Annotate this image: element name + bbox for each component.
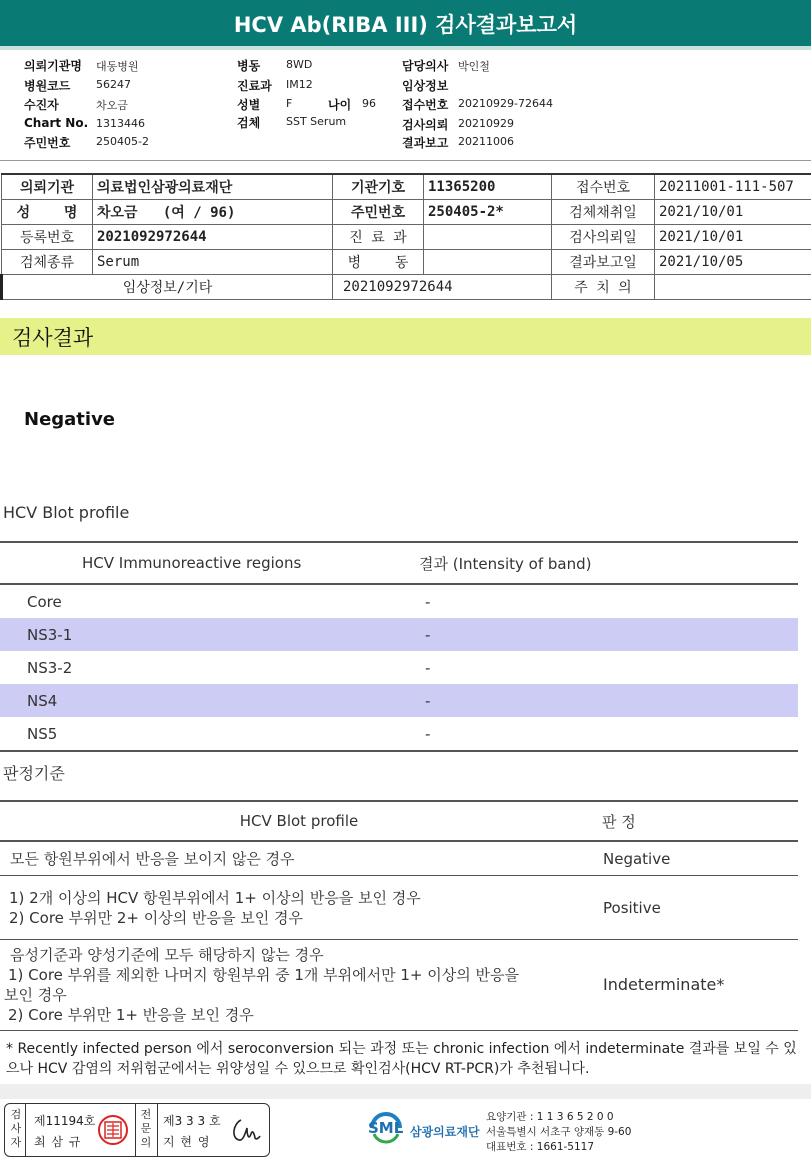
blot-title: HCV Blot profile — [3, 503, 130, 522]
request-date-label: 검사의뢰 — [402, 118, 449, 132]
ssn-label: 주민번호 — [333, 200, 424, 225]
sex-value: F — [286, 97, 293, 110]
region-result: - — [418, 717, 798, 751]
criteria-row — [0, 940, 798, 1031]
institution-address: 서울특별시 서초구 양재동 9-60 — [486, 1126, 632, 1138]
ward-label: 병 동 — [333, 250, 424, 275]
patient-value: 차오금 — [96, 99, 128, 112]
criteria-row — [0, 876, 798, 940]
region-result: - — [425, 592, 431, 611]
table-row — [0, 717, 798, 751]
criteria-text: 2) Core 부위만 1+ 반응을 보인 경우 — [8, 1006, 254, 1024]
region-result: - — [418, 618, 798, 651]
name-label: 성 명 — [2, 200, 93, 225]
sex-label: 성별 — [237, 98, 261, 112]
hospital-name-label: 의뢰기관명 — [24, 59, 82, 73]
logo-text: SML — [368, 1119, 404, 1137]
report-date-label: 결과보고일 — [552, 250, 655, 275]
receipt-no-label: 접수번호 — [402, 98, 449, 112]
criteria-judgement: Indeterminate* — [598, 940, 798, 1031]
criteria-text: 1) Core 부위를 제외한 나머지 항원부위 중 1개 부위에서만 1+ 이상의 반응을 — [8, 966, 519, 984]
region-name: NS5 — [0, 717, 418, 751]
request-date-value: 2021/10/01 — [655, 225, 811, 250]
criteria-col-profile: HCV Blot profile — [0, 801, 598, 841]
table-row — [0, 651, 798, 684]
clinical-info-label: 임상정보/기타 — [2, 275, 333, 300]
specialist-name: 지 현 영 — [163, 1135, 211, 1149]
region-name: NS3-1 — [0, 618, 418, 651]
collection-date-value: 2021/10/01 — [655, 200, 811, 225]
report-date-label: 결과보고 — [402, 136, 449, 150]
criteria-text: 1) 2개 이상의 HCV 항원부위에서 1+ 이상의 반응을 보인 경우 — [9, 888, 421, 907]
ssn-label: 주민번호 — [24, 136, 71, 150]
physician-label: 주 치 의 — [552, 275, 655, 300]
name-value: 차오금 (여 / 96) — [93, 200, 333, 225]
criteria-text: 보인 경우 — [4, 986, 67, 1004]
dept-label: 진료과 — [237, 79, 272, 93]
results-section-title: 검사결과 — [12, 325, 94, 350]
institution-code-value: 11365200 — [424, 174, 552, 200]
region-name: NS3-2 — [27, 658, 73, 677]
age-label: 나이 — [328, 98, 352, 112]
ward-value — [424, 250, 552, 275]
region-result: - — [418, 684, 798, 717]
specialist-label: 전문의 — [140, 1108, 152, 1149]
age-value: 96 — [362, 97, 376, 110]
collection-date-label: 검체채취일 — [552, 200, 655, 225]
blot-table — [0, 541, 798, 752]
header-info — [0, 50, 811, 161]
institution-phone: 대표번호 : 1661-5117 — [486, 1141, 595, 1153]
receipt-label: 접수번호 — [552, 174, 655, 200]
examiner-name: 최 삼 규 — [34, 1135, 82, 1149]
criteria-col-judgement: 판 정 — [598, 801, 798, 841]
institution-value: 의료법인삼광의료재단 — [93, 174, 333, 200]
specialist-id: 제3 3 3 호 — [163, 1114, 221, 1128]
specimen-value: SST Serum — [286, 115, 347, 128]
chart-no-value: 1313446 — [96, 117, 145, 130]
ssn-value: 250405-2* — [424, 200, 552, 225]
criteria-text: 모든 항원부위에서 반응을 보이지 않은 경우 — [0, 841, 598, 876]
divider — [25, 1104, 26, 1156]
table-row — [0, 618, 798, 651]
hospital-code-label: 병원코드 — [24, 79, 71, 93]
patient-table — [0, 173, 811, 300]
physician-value — [655, 275, 811, 300]
examiner-id: 제11194호 — [34, 1114, 96, 1128]
specimen-type-label: 검체종류 — [2, 250, 93, 275]
department-value — [424, 225, 552, 250]
clinical-info-label: 임상정보 — [402, 79, 449, 93]
report-title: HCV Ab(RIBA III) 검사결과보고서 — [0, 0, 811, 48]
patient-label: 수진자 — [24, 98, 59, 112]
institution-label: 의뢰기관 — [2, 174, 93, 200]
region-result: - — [425, 658, 431, 677]
request-date-value: 20210929 — [458, 117, 514, 130]
doctor-label: 담당의사 — [402, 59, 449, 73]
criteria-row — [0, 841, 798, 876]
region-name: Core — [27, 592, 62, 611]
dept-value: IM12 — [286, 78, 313, 91]
institution-info — [486, 1110, 631, 1155]
examiner-label: 검사자 — [10, 1108, 22, 1149]
criteria-title: 판정기준 — [3, 764, 65, 783]
overall-result: Negative — [24, 409, 116, 430]
criteria-judgement: Negative — [598, 841, 798, 876]
blot-col-result: 결과 (Intensity of band) — [418, 542, 798, 584]
hospital-code-value: 56247 — [96, 78, 131, 91]
department-label: 진 료 과 — [333, 225, 424, 250]
institution-code-label: 기관기호 — [333, 174, 424, 200]
results-section-header — [0, 318, 811, 355]
ward-value: 8WD — [286, 58, 313, 71]
specimen-type-value: Serum — [93, 250, 333, 275]
divider — [135, 1104, 136, 1156]
criteria-judgement: Positive — [598, 876, 798, 940]
signature-icon — [227, 1114, 263, 1146]
criteria-text: 음성기준과 양성기준에 모두 해당하지 않는 경우 — [10, 946, 324, 964]
request-date-label: 검사의뢰일 — [552, 225, 655, 250]
report-date-value: 2021/10/05 — [655, 250, 811, 275]
ssn-value: 250405-2 — [96, 135, 149, 148]
divider — [157, 1104, 158, 1156]
registration-value: 2021092972644 — [93, 225, 333, 250]
institution-code: 요양기관 : 1 1 3 6 5 2 0 0 — [486, 1111, 614, 1123]
specimen-label: 검체 — [237, 116, 261, 130]
receipt-value: 20211001-111-507 — [655, 174, 811, 200]
doctor-value: 박인철 — [458, 60, 490, 73]
hospital-name-value: 대동병원 — [96, 60, 139, 73]
criteria-text: 2) Core 부위만 2+ 이상의 반응을 보인 경우 — [9, 908, 303, 927]
clinical-info-value: 2021092972644 — [333, 275, 552, 300]
ward-label: 병동 — [237, 59, 261, 73]
signature-box — [4, 1103, 270, 1157]
region-name: NS4 — [0, 684, 418, 717]
receipt-no-value: 20210929-72644 — [458, 97, 553, 110]
table-row — [0, 684, 798, 717]
report-date-value: 20211006 — [458, 135, 514, 148]
footnote: * Recently infected person 에서 seroconversion 되는 과정 또는 chronic infection 에서 indeterminate 결과를 보일 수 있으나 HCV 감염의 저위험군에서는 위양성일 수 있으므로 확인검사(HCV RT-PCR)가 추천됩니다. — [6, 1041, 797, 1077]
chart-no-label: Chart No. — [24, 116, 89, 130]
criteria-table — [0, 800, 798, 1031]
logo-name: 삼광의료재단 — [410, 1125, 480, 1139]
footer-divider — [0, 1084, 811, 1099]
seal-icon — [97, 1114, 129, 1146]
table-row — [0, 584, 798, 618]
blot-col-region: HCV Immunoreactive regions — [0, 542, 418, 584]
registration-label: 등록번호 — [2, 225, 93, 250]
